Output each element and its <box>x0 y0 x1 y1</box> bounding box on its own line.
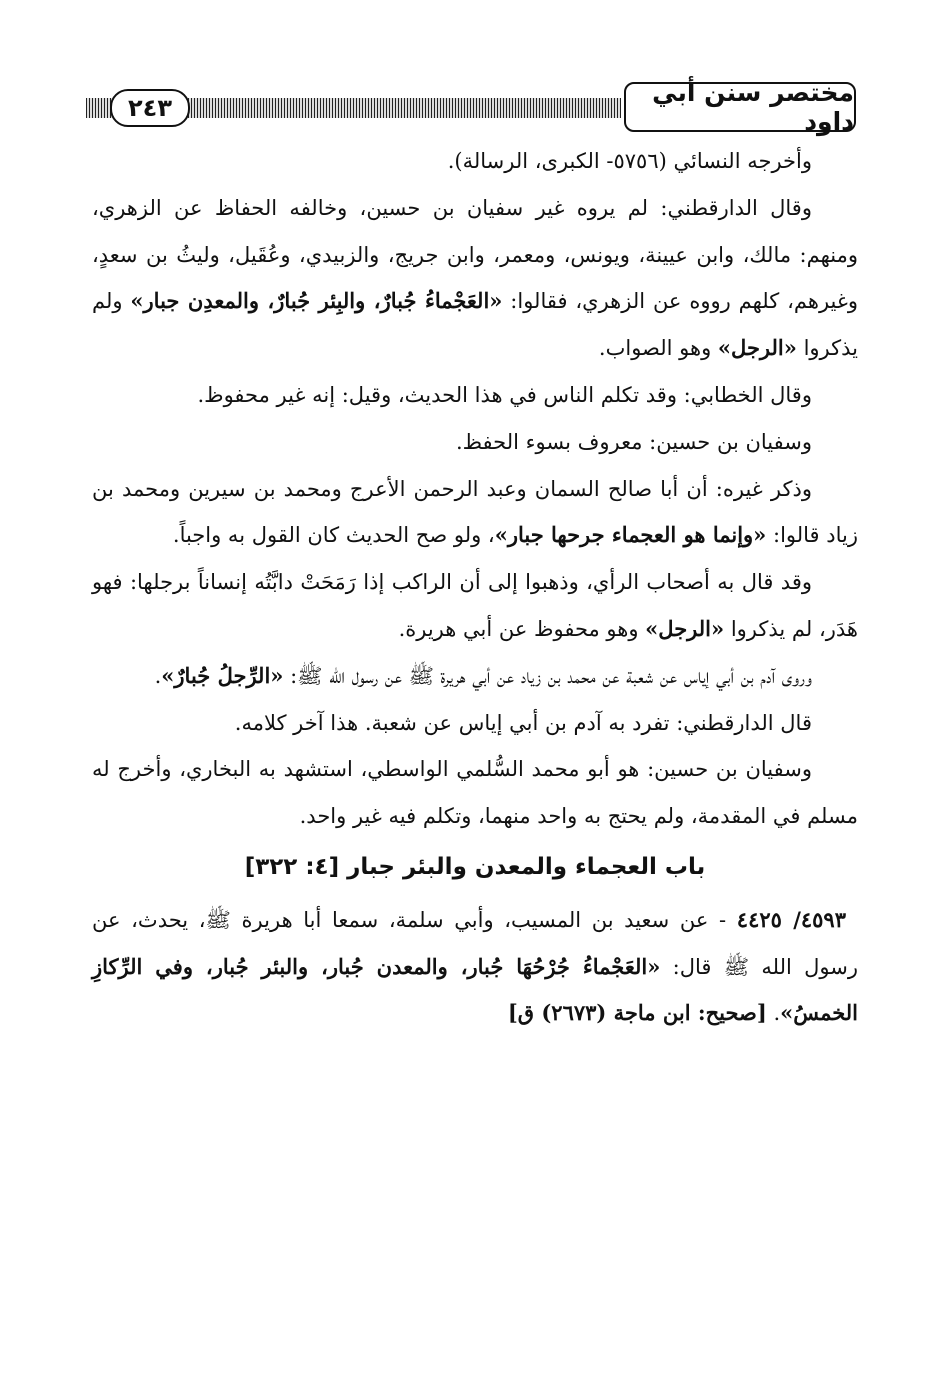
paragraph-text: وقال الدارقطني: لم يروه غير سفيان بن حسين، وخالفه الحفاظ عن الزهري، ومنهم: مالك، وابن عيينة، ويونس، ومعمر، وابن جريج، والزبيدي، وعُقَيل، وليثُ بن سعدٍ، وغيرهم، كلهم رووه عن الزهري، فقالوا: <box>92 195 858 314</box>
paragraph-text: قال الدارقطني: تفرد به آدم بن أبي إياس عن شعبة. هذا آخر كلامه. <box>234 710 812 735</box>
page-header <box>86 78 856 136</box>
hadith-quote: «العَجْماءُ جُرْحُهَا جُبار، والمعدن جُبار، والبئر جُبار، وفي الرِّكازِ الخمسُ» <box>92 953 858 1026</box>
paragraph <box>92 185 858 372</box>
paragraph-text: وسفيان بن حسين: هو أبو محمد السُّلمي الواسطي، استشهد به البخاري، وأخرج له مسلم في المقدمة، ولم يحتج به واحد منهما، وتكلم فيه غير واحد. <box>92 757 858 829</box>
paragraph-text: وسفيان بن حسين: معروف بسوء الحفظ. <box>455 429 812 454</box>
paragraph-text: وقد قال به أصحاب الرأي، وذهبوا إلى أن الراكب إذا رَمَحَتْ دابَّتُه إنساناً برجلها: فهو هَدَر، لم يذكروا <box>92 570 858 641</box>
page-number: ٢٤٣ <box>110 89 190 127</box>
hadith-quote: «الرجل» <box>645 615 725 641</box>
paragraph <box>92 653 858 700</box>
hadith-number: ٤٥٩٣/ ٤٤٢٥ <box>736 906 846 932</box>
hadith-quote: «الرجل» <box>717 335 797 361</box>
paragraph <box>92 559 858 653</box>
paragraph-text: وروى آدم بن أبي إياس عن شعبة عن محمد بن زياد عن أبي هريرة ﷺ عن رسول الله ﷺ: <box>283 663 812 688</box>
hadith-quote: «الرِّجلُ جُبارٌ» <box>161 662 284 688</box>
hadith-entry <box>92 897 858 1037</box>
paragraph-text: وأخرجه النسائي (٥٧٥٦- الكبرى، الرسالة). <box>447 149 812 173</box>
section-heading: باب العجماء والمعدن والبئر جبار [٤: ٣٢٢] <box>244 853 706 880</box>
paragraph <box>92 466 858 560</box>
hadith-quote: «العَجْماءُ جُبارٌ، والبِئر جُبارٌ، والمعدِن جبار» <box>130 288 503 314</box>
hadith-text: - عن سعيد بن المسيب، وأبي سلمة، سمعا أبا هريرة ﷺ، يحدث، عن رسول الله ﷺ قال: <box>92 907 858 979</box>
paragraph <box>92 746 858 840</box>
paragraph-text: وهو محفوظ عن أبي هريرة. <box>398 616 646 641</box>
paragraph-text: ولم يذكروا <box>92 289 858 361</box>
book-title: مختصر سنن أبي داود <box>624 82 856 132</box>
paragraph-text: وذكر غيره: أن أبا صالح السمان وعبد الرحمن الأعرج ومحمد بن سيرين ومحمد بن زياد قالوا: <box>92 476 858 548</box>
paragraph-text: وهو الصواب. <box>598 336 718 361</box>
page-content <box>92 138 858 1037</box>
hadith-grading: [صحيح: ابن ماجة (٢٦٧٣) ق] <box>507 1000 767 1026</box>
paragraph <box>92 700 858 747</box>
paragraph <box>92 372 858 419</box>
hadith-text: . <box>766 1001 781 1026</box>
paragraph-text: وقال الخطابي: وقد تكلم الناس في هذا الحديث، وقيل: إنه غير محفوظ. <box>197 382 812 407</box>
paragraph-text: ، ولو صح الحديث كان القول به واجباً. <box>172 523 495 548</box>
paragraph <box>92 138 858 185</box>
paragraph <box>92 419 858 466</box>
hadith-quote: «وإنما هو العجماء جرحها جبار» <box>494 522 767 548</box>
paragraph-text: . <box>154 663 162 688</box>
